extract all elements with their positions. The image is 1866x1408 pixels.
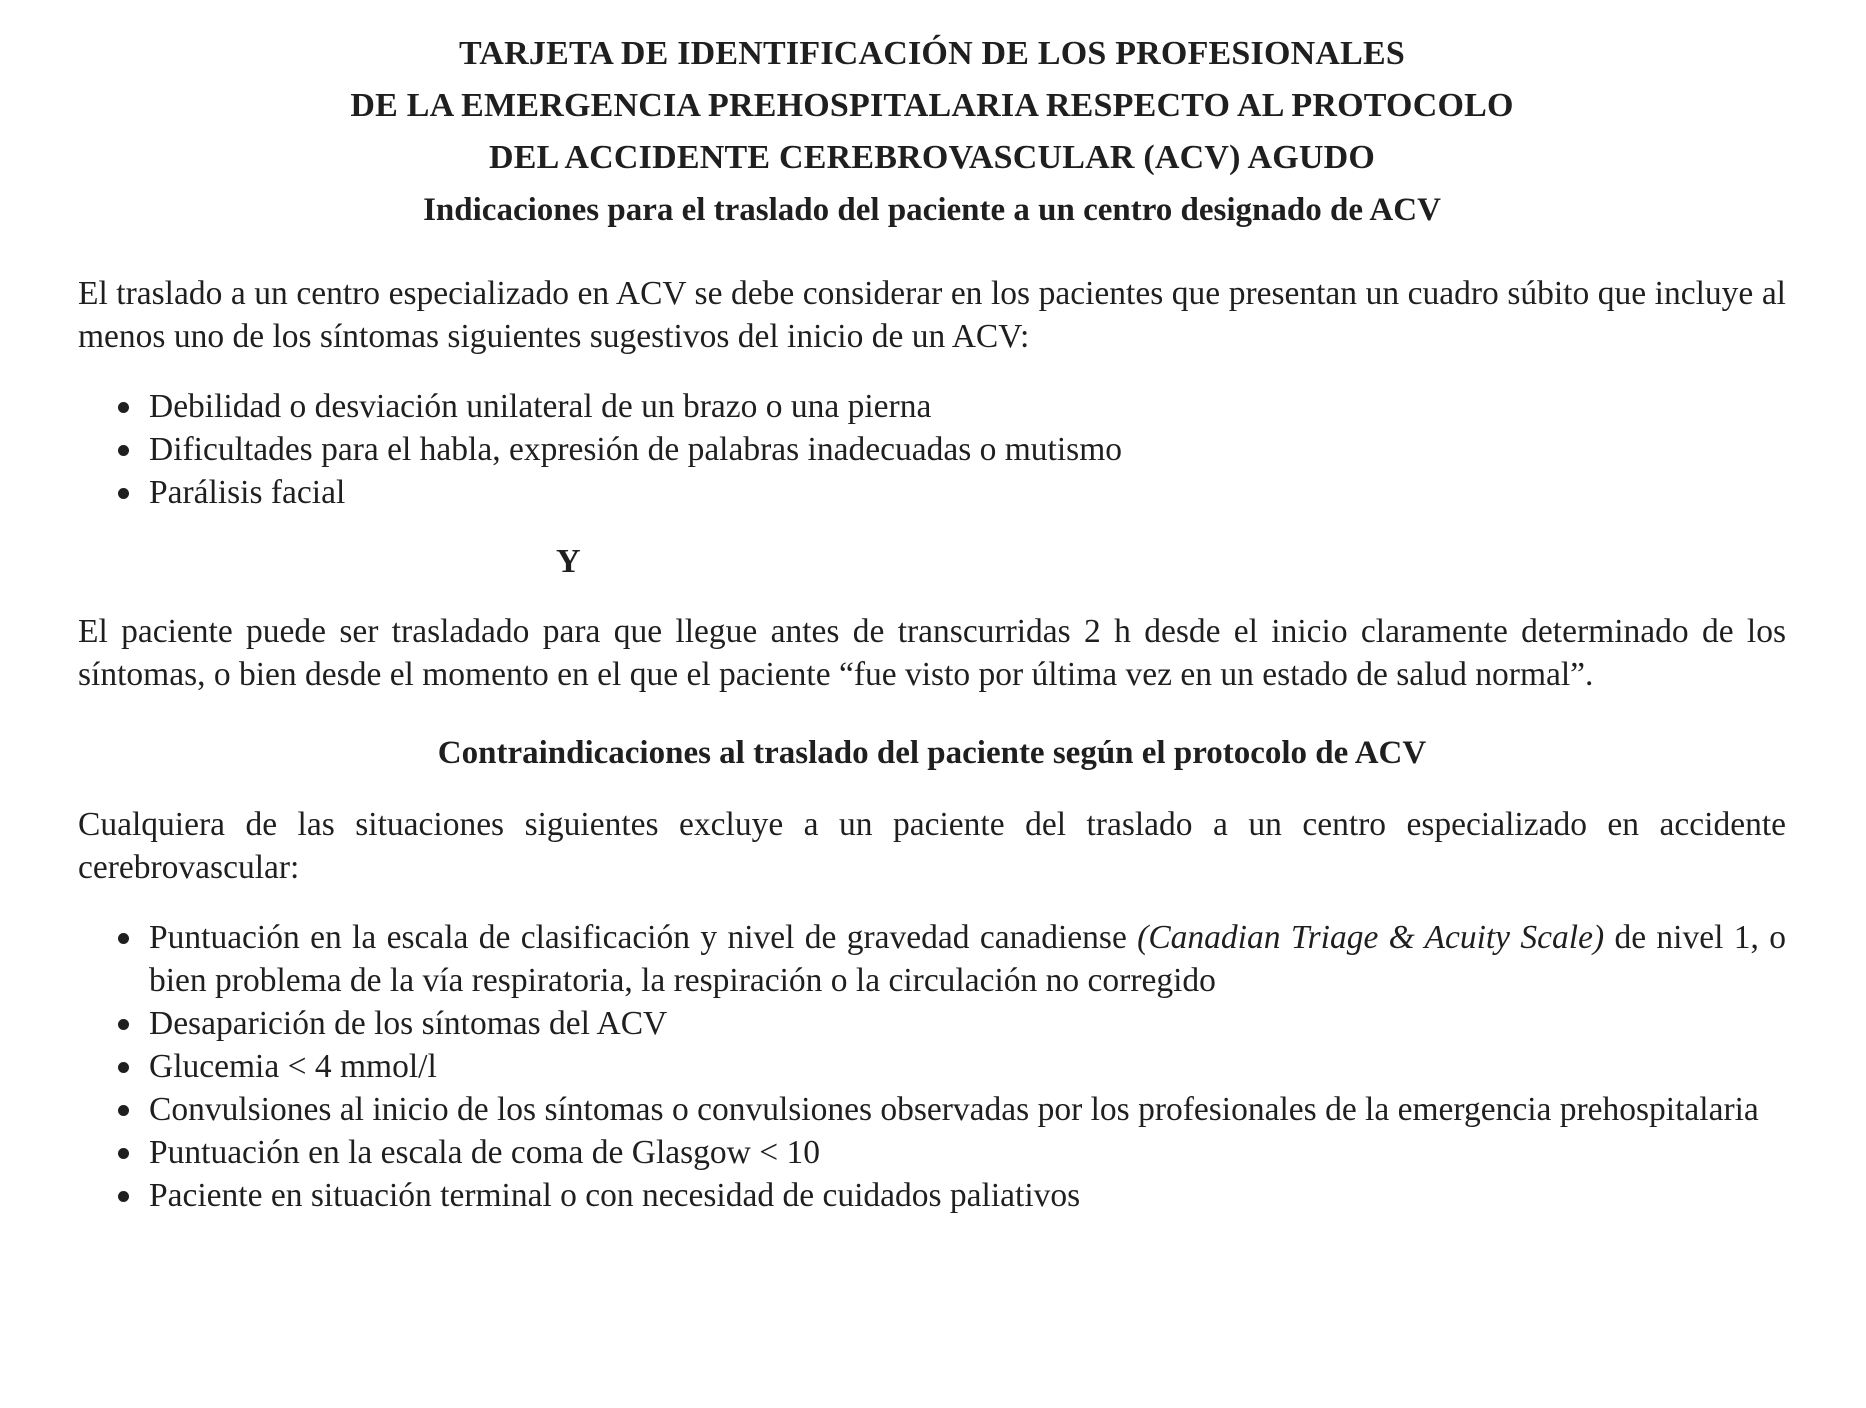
bullet-icon [118,1105,129,1116]
bullet-icon [118,1019,129,1030]
title-line: DEL ACCIDENTE CEREBROVASCULAR (ACV) AGUDO [488,139,1376,176]
indications-heading: Indicaciones para el traslado del paciente a un centro designado de ACV [423,192,1441,228]
contraindications-intro: Cualquiera de las situaciones siguientes excluye a un paciente del traslado a un centro especializado en accidente cerebrovascular: [78,806,1786,886]
list-item-text: de nivel 1, o bien problema de la vía respiratoria, la respiración o la circulación no corregido [149,919,1786,999]
list-item [78,916,1786,1002]
symptom-list [78,385,1786,514]
time-condition: El paciente puede ser trasladado para que llegue antes de transcurridas 2 h desde el inicio claramente determinado de los síntomas, o bien desde el momento en el que el paciente “fue visto por última vez en un estado de salud normal”. [78,613,1786,693]
scale-name: (Canadian Triage & Acuity Scale) [1137,919,1605,956]
list-item [78,1174,1786,1217]
bullet-icon [118,402,129,413]
list-item [78,1045,1786,1088]
bullet-icon [118,933,129,944]
list-item-text: Convulsiones al inicio de los síntomas o convulsiones observadas por los profesionales de la emergencia prehospitalaria [149,1091,1759,1128]
bullet-icon [118,445,129,456]
list-item-text: Desaparición de los síntomas del ACV [149,1005,668,1042]
bullet-icon [118,488,129,499]
list-item-text: Glucemia < 4 mmol/l [149,1048,437,1085]
list-item-text: Parálisis facial [149,474,346,511]
document-title [78,28,1786,184]
document-page [78,28,1786,1217]
list-item [78,385,1786,428]
list-item [78,1131,1786,1174]
title-line: TARJETA DE IDENTIFICACIÓN DE LOS PROFESIONALES [459,35,1405,72]
list-item-text: Puntuación en la escala de clasificación y nivel de gravedad canadiense [149,919,1138,956]
list-item [78,1088,1786,1131]
list-item-text: Dificultades para el habla, expresión de palabras inadecuadas o mutismo [149,431,1123,468]
contraindication-list [78,916,1786,1217]
bullet-icon [118,1148,129,1159]
list-item-text: Paciente en situación terminal o con necesidad de cuidados paliativos [149,1177,1081,1214]
list-item-text: Puntuación en la escala de coma de Glasgow < 10 [149,1134,820,1171]
list-item-text: Debilidad o desviación unilateral de un brazo o una pierna [149,388,932,425]
list-item [78,1002,1786,1045]
contraindications-heading: Contraindicaciones al traslado del paciente según el protocolo de ACV [437,735,1427,771]
bullet-icon [118,1191,129,1202]
list-item [78,471,1786,514]
bullet-icon [118,1062,129,1073]
conjunction-and: Y [556,543,581,580]
indications-intro: El traslado a un centro especializado en ACV se debe considerar en los pacientes que presentan un cuadro súbito que incluye al menos uno de los síntomas siguientes sugestivos del inicio de un ACV: [78,275,1786,355]
list-item [78,428,1786,471]
title-line: DE LA EMERGENCIA PREHOSPITALARIA RESPECTO AL PROTOCOLO [350,87,1514,124]
